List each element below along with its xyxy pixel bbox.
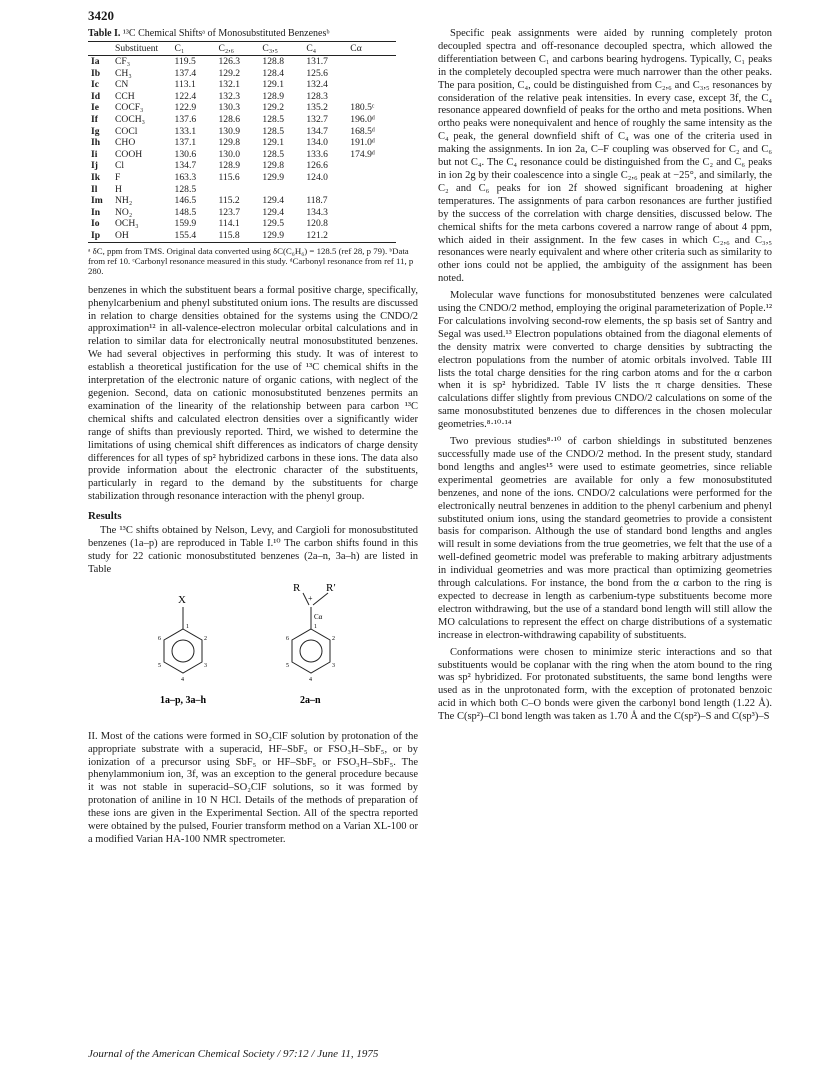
table-row <box>88 102 396 114</box>
table-cell-sub: NO₂ <box>115 206 133 218</box>
table-cell-c26: 128.6 <box>218 113 241 125</box>
table-cell-c1: 137.4 <box>174 67 197 79</box>
table-cell-id: Ig <box>91 125 100 137</box>
results-paragraph: The ¹³C shifts obtained by Nelson, Levy, and Cargioli for monosubstituted benzenes (1a–p) are reproduced in Table I.¹⁰ The carbon shifts found in this study for 22 cationic monosubstituted benzenes (2a–n, 3a–h) are listed in Table <box>88 525 418 575</box>
table-cell-c26: 129.8 <box>218 137 241 149</box>
table-cell-sub: F <box>115 171 121 183</box>
table-cell-c4: 134.0 <box>306 137 328 149</box>
table-cell-c1: 133.1 <box>174 125 197 137</box>
table-cell-c26: 115.8 <box>215 230 259 242</box>
table-cell-ca: 180.5ᶜ <box>350 102 375 114</box>
table-cell-c1: 163.3 <box>174 171 197 183</box>
table-cell-ca <box>347 172 396 184</box>
table-cell-c35: 129.9 <box>262 171 285 183</box>
table-cell-c35: 129.4 <box>262 195 285 207</box>
table-cell-c1: 155.4 <box>172 230 216 242</box>
intro-paragraph: benzenes in which the substituent bears a formal positive charge, specifically, phenylcarbenium and phenyl substituted onium ions. The results are discussed in relation to charge densities obtained for the systems using the CNDO/2 approximation¹² in all-valence-electron molecular orbital calculations and in relation to similar data for electronically neutral monosubstituted benzenes. We had several objectives in performing this study. It was of interest to establish a theoretical justification for the use of ¹³C chemical shifts in the interpretation of the electronic nature of organic cations, with neglect of the gegenion. Second, data on cationic monosubstituted benzenes permits an examination of the linearity of the relationship between para carbon ¹³C chemical shifts and calculated electron densities over a significantly wider range of shifts than previously reported. Third, we wished to determine the limitations of using chemical shift differences as indicators of charge density differences for all types of sp² hybridized carbons in these ions. The data also provide information about the electronic character of the substituents, particularly in regard to the demand by the substituents for charge stabilization through resonance interaction with the phenyl group. <box>88 284 418 503</box>
ring-number-label: 3 <box>332 662 335 669</box>
table-spacer-cell <box>162 184 172 196</box>
table-cell-c4: 124.0 <box>306 171 328 183</box>
table-cell-c1: 122.9 <box>174 102 197 114</box>
table-cell-ca <box>347 195 396 207</box>
benzene-ring <box>164 629 202 673</box>
table-cell-sub: CF₃ <box>115 56 131 67</box>
table-row <box>88 184 396 196</box>
table-cell-c1: 119.5 <box>174 56 196 67</box>
table-cell-c26: 126.3 <box>218 56 241 67</box>
table-cell-c26: 130.3 <box>218 102 241 114</box>
table-cell-id: Ij <box>91 160 98 172</box>
table-spacer-cell <box>162 91 172 103</box>
ring-number-label: 4 <box>309 676 312 683</box>
table-cell-c35: 129.9 <box>259 230 303 242</box>
table-cell-c4: 125.6 <box>306 67 328 79</box>
ring-number-label: 6 <box>286 635 289 642</box>
table-cell-c4: 121.2 <box>303 230 347 242</box>
ring-number-label: 3 <box>204 662 207 669</box>
table-header-blank <box>162 42 172 56</box>
table-cell-sub: OCH₃ <box>115 218 139 230</box>
aromatic-circle <box>172 640 194 662</box>
table-row <box>88 68 396 80</box>
table-cell-c26: 130.9 <box>218 125 241 137</box>
table-cell-id: If <box>91 113 98 125</box>
table-cell-ca: 174.9ᵈ <box>350 148 375 160</box>
table-cell-c4: 134.7 <box>306 125 328 137</box>
table-cell-c4: 120.8 <box>306 218 328 230</box>
table-cell-ca <box>347 218 396 230</box>
table-cell-c4: 134.3 <box>306 206 328 218</box>
table-cell-c35: 128.8 <box>262 56 285 67</box>
table-row <box>88 79 396 91</box>
table-cell-c26: 128.9 <box>218 160 241 172</box>
table-header-blank <box>88 42 112 56</box>
table-cell-c1: 137.1 <box>174 137 197 149</box>
table-caption-text: ¹³C Chemical Shiftsᵃ of Monosubstituted Benzenesᵇ <box>122 28 330 39</box>
ring-number-label: 5 <box>158 662 161 669</box>
table-cell-c26: 129.2 <box>218 67 241 79</box>
table-cell-id: Id <box>91 90 101 102</box>
table-cell-id: Im <box>91 195 103 207</box>
table-cell-id: Ip <box>88 230 112 242</box>
table-header-cell: C₄ <box>303 42 347 56</box>
table-cell-c4: 133.6 <box>306 148 328 160</box>
table-cell-id: Io <box>91 218 100 230</box>
table-cell-ca: 191.0ᵈ <box>350 137 375 149</box>
table-cell-sub: CCH <box>115 90 135 102</box>
table-cell-c35: 129.5 <box>262 218 285 230</box>
table-cell-ca <box>347 56 396 68</box>
table-spacer-cell <box>162 68 172 80</box>
table-header-cell: C₁ <box>172 42 216 56</box>
table-spacer-cell <box>162 230 172 242</box>
table-cell-c4: 131.7 <box>306 56 328 67</box>
table-cell-ca <box>347 207 396 219</box>
chemical-shift-table <box>88 41 396 243</box>
structure-caption-left: 1a–p, 3a–h <box>160 694 207 706</box>
benzene-ring <box>292 629 330 673</box>
table-cell-c1: 137.6 <box>174 113 197 125</box>
table-spacer-cell <box>162 137 172 149</box>
table-cell-sub: CN <box>115 79 129 91</box>
table-row <box>88 126 396 138</box>
r-substituent-label: R <box>293 581 301 594</box>
table-cell-c1: 159.9 <box>174 218 197 230</box>
ring-number-label: 2 <box>204 635 207 642</box>
table-header-cell: C₂,₆ <box>215 42 259 56</box>
table-cell-c1: 128.5 <box>174 183 197 195</box>
table-cell-c4 <box>303 184 347 196</box>
table-cell-sub: COCF₃ <box>115 102 144 114</box>
table-cell-c35: 129.1 <box>262 137 285 149</box>
table-cell-c1: 146.5 <box>174 195 197 207</box>
table-cell-ca <box>347 91 396 103</box>
r-prime-substituent-label: R′ <box>326 581 336 594</box>
ring-number-label: 4 <box>181 676 184 683</box>
table-cell-ca <box>347 230 396 242</box>
table-cell-c26: 114.1 <box>218 218 240 230</box>
left-column <box>88 28 418 847</box>
table-row <box>88 137 396 149</box>
table-cell-c4: 128.3 <box>306 90 328 102</box>
table-cell-c35: 128.4 <box>262 67 285 79</box>
methods-paragraph: II. Most of the cations were formed in SO₂ClF solution by protonation of the appropriate substrate with a superacid, HF–SbF₅ or FSO₃H–SbF₅, or by ionization of a precursor using SbF₅ or HF–SbF₅ or FSO₃H–SbF₅. The phenylammonium ion, 3f, was an exception to the general procedure because it was not stable in superacid–SO₂ClF solutions, so it was formed by protonation of aniline in 10 N HCl. Details of the methods of preparation of these ions are given in the Experimental Section. All of the spectra reported were obtained by the pulsed, Fourier transform method on a Varian XL-100 or a modified Varian HA-100 NMR spectrometer. <box>88 730 418 845</box>
table-spacer-cell <box>162 218 172 230</box>
table-cell-c4: 118.7 <box>306 195 328 207</box>
table-cell-sub: Cl <box>115 160 125 172</box>
table-cell-c35: 129.1 <box>262 79 285 91</box>
table-cell-c1: 130.6 <box>174 148 197 160</box>
table-cell-ca <box>347 184 396 196</box>
table-cell-sub: CH₃ <box>115 67 132 79</box>
table-cell-c35: 129.8 <box>262 160 285 172</box>
table-cell-id: Ik <box>91 171 101 183</box>
table-spacer-cell <box>162 126 172 138</box>
table-cell-ca <box>347 68 396 80</box>
benzene-structure-right <box>292 593 330 673</box>
table-header-cell: Cα <box>347 42 396 56</box>
table-cell-sub: COCl <box>115 125 138 137</box>
table-cell-c4: 126.6 <box>306 160 328 172</box>
table-spacer-cell <box>162 207 172 219</box>
table-cell-c35: 129.2 <box>262 102 285 114</box>
table-body <box>88 56 396 243</box>
table-cell-id: Ie <box>91 102 99 114</box>
table-cell-c1: 148.5 <box>174 206 197 218</box>
table-row <box>88 56 396 68</box>
ring-number-label: 1 <box>186 623 189 630</box>
table-cell-id: Ib <box>91 67 101 79</box>
table-cell-id: Ii <box>91 148 98 160</box>
table-cell-id: Ia <box>91 56 100 67</box>
cation-charge-label: + <box>308 593 313 603</box>
table-cell-c26: 130.0 <box>218 148 241 160</box>
table-cell-c26: 115.6 <box>218 171 240 183</box>
table-spacer-cell <box>162 56 172 68</box>
table-cell-id: Il <box>91 183 98 195</box>
table-row <box>88 149 396 161</box>
table-cell-id: In <box>91 206 101 218</box>
assignment-paragraph: Specific peak assignments were aided by running completely proton decoupled spectra and off-resonance decoupled spectra, which allowed the differentiation between C₁ and carbons bearing hydrogens. Typically, C₁ peaks in the completely decoupled spectra were much narrower than the other peaks. The para position, C₄, could be distinguished from C₂,₆ and C₃,₅ resonances by consideration of the relative peak intensities. In every case, except 3f, the C₄ resonance appeared downfield of peaks for the ortho and meta positions. When ortho peaks were nonequivalent and hence of roughly the same intensity as the C₄ peak, the general downfield shift of C₄ was one of the criteria used in making the assignments. In ion 2a, C–F coupling was observed for C₂ and C₆ but not C₄. The C₄ resonance could be distinguished from the C₂ and C₆ peaks in ion 2g by their coalescence into a single C₂,₆ peak at −25°, and similarly, the C₂ and C₆ peaks for ion 2f showed significant broadening at higher temperatures. The assignments of para carbon resonances are further justified by the success of the correlation with charge densities, discussed below. The chemical shifts for the meta carbons covered a narrow range of about 4 ppm, which aided in their assignment. In the few cases in which C₂,₆ and C₃,₅ resonances were nearly equivalent and where other criteria such as similarity to other ions could not be applied, the ambiguity of the assignment has been noted. <box>438 28 772 285</box>
table-cell-sub: CHO <box>115 137 136 149</box>
ring-number-label: 5 <box>286 662 289 669</box>
table-cell-ca: 196.0ᵈ <box>350 113 375 125</box>
table-cell-c35: 128.9 <box>262 90 285 102</box>
table-cell-ca: 168.5ᵈ <box>350 125 375 137</box>
table-cell-c1: 113.1 <box>174 79 196 91</box>
table-cell-c1: 134.7 <box>174 160 197 172</box>
conformation-paragraph: Conformations were chosen to minimize steric interactions and so that substituents would be coplanar with the ring when the atom bound to the ring was sp² hybridized. For protonated substituents, the same bond lengths were used as in the unprotonated form, with the exception of protonated benzoic acid in which both C–O bonds were given the carbonyl bond length (1.22 Å). The C(sp²)–Cl bond length was taken as 1.70 Å and the C(sp²)–S and C(sp³)–S <box>438 646 772 723</box>
table-spacer-cell <box>162 79 172 91</box>
table-cell-c35 <box>259 184 303 196</box>
table-header-cell: Substituent <box>112 42 162 56</box>
table-cell-sub: COCH₃ <box>115 113 145 125</box>
table-row <box>88 195 396 207</box>
table-cell-c4: 132.4 <box>306 79 328 91</box>
benzene-structure-left <box>164 607 202 673</box>
ring-number-label: 2 <box>332 635 335 642</box>
geometry-paragraph: Two previous studies⁸·¹⁰ of carbon shieldings in substituted benzenes successfully made use of the CNDO/2 method. In the present study, standard bond lengths and angles¹⁵ were used to estimate geometries, since reliable experimental geometries are available for only a few monosubstituted benzenes, and none of the ions. CNDO/2 calculations were performed for the electronically neutral benzenes in addition to the phenyl carbenium and phenyl substituted onium ions, using the standard geometries to provide a consistent basis for comparison. Although the use of standard bond lengths and angles will result in some deviations from the true geometries, we felt that the use of a well-defined geometric model was preferable to making arbitrary adjustments in individual geometries and was more practical than optimizing geometries through calculations. For instance, the bond from the α carbon to the ring is expected to decrease in length as carbenium-type substituents become more electron withdrawing, but the use of a standard bond length will still allow the MO calculations to represent the effect on charge distributions of a systematic increase in electron-withdrawing capability of substituents. <box>438 436 772 641</box>
right-column <box>438 28 772 724</box>
table-header-row <box>88 42 396 56</box>
page-number: 3420 <box>88 8 114 23</box>
table-spacer-cell <box>162 172 172 184</box>
journal-footer: Journal of the American Chemical Society / 97:12 / June 11, 1975 <box>88 1048 379 1060</box>
table-cell-c26 <box>215 184 259 196</box>
table-cell-ca <box>347 160 396 172</box>
ring-number-label: 1 <box>314 623 317 630</box>
structure-figure <box>88 579 418 729</box>
table-spacer-cell <box>162 160 172 172</box>
table-footnote: ᵃ δC, ppm from TMS. Original data converted using δC(C₆H₆) = 128.5 (ref 28, p 79). ᵇData from ref 10. ᶜCarbonyl resonance measured in this study. ᵈCarbonyl resonance from ref 11, p 280. <box>88 245 414 277</box>
table-cell-c26: 115.2 <box>218 195 240 207</box>
table-row <box>88 218 396 230</box>
cndo-paragraph: Molecular wave functions for monosubstituted benzenes were calculated using the CNDO/2 method, employing the original parameterization of Pople.¹² For calculations involving second-row elements, the sp basis set of Santry and Segal was used.¹³ Electron populations obtained from the diagonal elements of the density matrix were converted to charge densities by subtracting the electron populations from the number of atomic orbitals involved. Table III lists the total charge densities for the ring carbon atoms and for the α carbon when it is sp² hybridized. Table IV lists the π charge densities. These calculations differ slightly from previous CNDO/2 calculations on some of the same monosubstituted benzenes due to differences in the chosen molecular geometries.⁸·¹⁰·¹⁴ <box>438 290 772 431</box>
table-caption-label: Table I. <box>88 28 121 39</box>
table-cell-sub: H <box>115 183 122 195</box>
table-cell-id: Ic <box>91 79 99 91</box>
table-row <box>88 207 396 219</box>
table-row <box>88 91 396 103</box>
structure-caption-right: 2a–n <box>300 694 321 706</box>
table-cell-sub: COOH <box>115 148 143 160</box>
table-cell-c4: 135.2 <box>306 102 328 114</box>
table-cell-c26: 123.7 <box>218 206 241 218</box>
table-cell-c35: 128.5 <box>262 113 285 125</box>
table-row <box>88 160 396 172</box>
ring-number-label: 6 <box>158 635 161 642</box>
table-header-cell: C₃,₅ <box>259 42 303 56</box>
table-cell-c35: 128.5 <box>262 148 285 160</box>
table-spacer-cell <box>162 195 172 207</box>
table-spacer-cell <box>162 102 172 114</box>
aromatic-circle <box>300 640 322 662</box>
table-row <box>88 114 396 126</box>
table-cell-c35: 129.4 <box>262 206 285 218</box>
table-cell-sub: OH <box>112 230 162 242</box>
table-cell-c35: 128.5 <box>262 125 285 137</box>
structure-drawings <box>88 579 418 729</box>
table-cell-id: Ih <box>91 137 101 149</box>
table-caption <box>88 28 418 39</box>
table-row <box>88 230 396 242</box>
table-cell-c1: 122.4 <box>174 90 197 102</box>
table-cell-sub: NH₂ <box>115 195 133 207</box>
table-spacer-cell <box>162 114 172 126</box>
substituent-x-label: X <box>178 593 186 606</box>
c-alpha-label: Cα <box>314 612 323 621</box>
r-prime-bond <box>313 593 328 605</box>
table-cell-c4: 132.7 <box>306 113 328 125</box>
table-cell-ca <box>347 79 396 91</box>
table-row <box>88 172 396 184</box>
table-cell-c26: 132.1 <box>218 79 241 91</box>
table-spacer-cell <box>162 149 172 161</box>
table-cell-c26: 132.3 <box>218 90 241 102</box>
results-heading: Results <box>88 510 122 523</box>
